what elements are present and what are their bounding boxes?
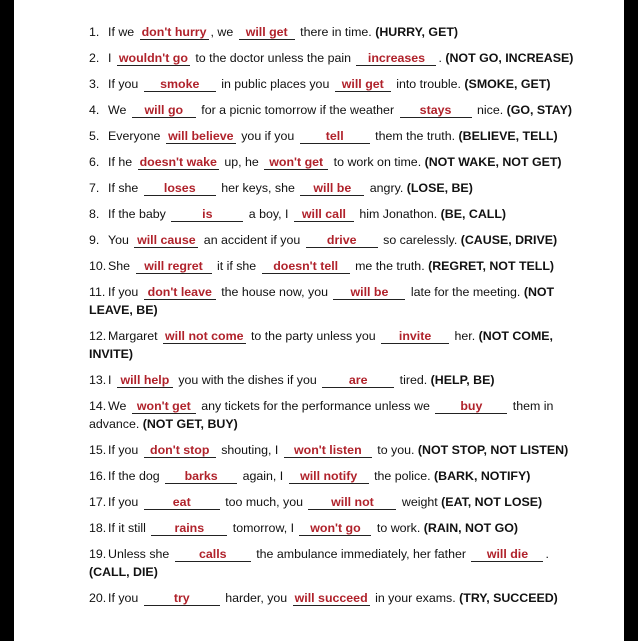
sentence-text: , we	[210, 25, 237, 39]
sentence-text: him Jonathon.	[355, 207, 441, 221]
sentence-text: If you	[108, 591, 142, 605]
sentence-text: them in advance.	[89, 399, 554, 431]
exercise-number: 6.	[89, 155, 100, 169]
verb-hint: (REGRET, NOT TELL)	[428, 259, 555, 273]
sentence-text: If the baby	[108, 207, 170, 221]
verb-hint: (BE, CALL)	[440, 207, 507, 221]
sentence-text: We	[108, 399, 130, 413]
sentence-text: We	[108, 103, 130, 117]
answer-blank[interactable]: won't listen	[284, 444, 372, 458]
verb-hint: (CALL, DIE)	[89, 564, 158, 579]
verb-hint: (HURRY, GET)	[375, 25, 459, 39]
answer-blank[interactable]: doesn't wake	[139, 155, 217, 169]
exercise-item	[89, 494, 584, 512]
sentence-text: the police.	[370, 469, 435, 483]
answer-blank[interactable]: won't get	[132, 400, 196, 414]
sentence-text: up, he	[220, 155, 263, 169]
right-black-border	[624, 0, 638, 641]
sentence-text: Unless she	[108, 547, 173, 561]
exercise-item	[89, 468, 584, 486]
sentence-text: If she	[108, 181, 142, 195]
answer-blank[interactable]: invite	[381, 330, 449, 344]
answer-blank[interactable]: will be	[300, 182, 364, 196]
verb-hint: (BELIEVE, TELL)	[458, 129, 558, 143]
verb-hint: (TRY, SUCCEED)	[459, 591, 558, 605]
sentence-text: harder, you	[221, 591, 291, 605]
answer-blank[interactable]: tell	[300, 130, 370, 144]
sentence-text: to you.	[373, 443, 418, 457]
exercise-item	[89, 128, 584, 146]
exercise-number: 8.	[89, 207, 100, 221]
exercise-number: 14.	[89, 399, 107, 413]
sentence-text: If you	[108, 443, 142, 457]
answer-blank[interactable]: wouldn't go	[118, 51, 188, 65]
verb-hint: (HELP, BE)	[430, 373, 495, 387]
sentence-text: weight	[398, 495, 442, 509]
sentence-text: late for the meeting.	[407, 285, 524, 299]
answer-blank[interactable]: loses	[144, 182, 216, 196]
verb-hint: (NOT GET, BUY)	[142, 416, 238, 431]
verb-hint: (BARK, NOTIFY)	[434, 469, 531, 483]
answer-blank[interactable]: smoke	[144, 78, 216, 92]
exercise-item	[89, 154, 584, 172]
answer-blank[interactable]: will be	[333, 286, 405, 300]
exercise-item	[89, 180, 584, 198]
answer-blank[interactable]: will notify	[289, 470, 369, 484]
left-black-border	[0, 0, 14, 641]
exercise-item	[89, 258, 584, 276]
sentence-text: tired.	[396, 373, 431, 387]
answer-blank[interactable]: increases	[356, 52, 436, 66]
answer-blank[interactable]: will regret	[136, 260, 212, 274]
exercise-number: 11.	[89, 285, 106, 299]
sentence-text: Everyone	[108, 129, 164, 143]
sentence-text: an accident if you	[200, 233, 304, 247]
exercise-item	[89, 442, 584, 460]
exercise-number: 3.	[89, 77, 100, 91]
exercise-number: 15.	[89, 443, 107, 457]
exercise-number: 7.	[89, 181, 100, 195]
exercise-item	[89, 206, 584, 224]
exercise-number: 1.	[89, 25, 100, 39]
sentence-text: .	[545, 547, 549, 561]
exercise-item	[89, 546, 584, 581]
exercise-item	[89, 398, 584, 433]
sentence-text: it if she	[213, 259, 260, 273]
sentence-text: .	[438, 51, 446, 65]
sentence-text: me the truth.	[351, 259, 429, 273]
answer-blank[interactable]: won't go	[299, 522, 371, 536]
exercise-number: 18.	[89, 521, 107, 535]
exercise-number: 9.	[89, 233, 100, 247]
sentence-text: into trouble.	[392, 77, 465, 91]
exercise-number: 20.	[89, 591, 107, 605]
answer-blank[interactable]: will succeed	[294, 591, 368, 605]
exercise-item	[89, 50, 584, 68]
exercise-number: 10.	[89, 259, 107, 273]
answer-blank[interactable]: don't stop	[144, 444, 216, 458]
sentence-text: You	[108, 233, 133, 247]
sentence-text: a boy, I	[245, 207, 292, 221]
exercise-item	[89, 520, 584, 538]
sentence-text: the house now, you	[217, 285, 332, 299]
sentence-text: I	[108, 373, 115, 387]
sentence-text: so carelessly.	[379, 233, 461, 247]
exercise-item	[89, 328, 584, 363]
answer-blank[interactable]: buy	[435, 400, 507, 414]
sentence-text: you if you	[237, 129, 298, 143]
sentence-text: If the dog	[108, 469, 164, 483]
sentence-text: If you	[108, 495, 142, 509]
sentence-text: them the truth.	[371, 129, 459, 143]
sentence-text: to the party unless you	[247, 329, 380, 343]
answer-blank[interactable]: don't hurry	[141, 25, 207, 39]
verb-hint: (EAT, NOT LOSE)	[441, 495, 543, 509]
answer-blank[interactable]: will call	[294, 208, 354, 222]
sentence-text: to work on time.	[330, 155, 425, 169]
sentence-text: nice.	[473, 103, 507, 117]
verb-hint: (NOT WAKE, NOT GET)	[424, 155, 562, 169]
exercise-item	[89, 76, 584, 94]
sentence-text: tomorrow, I	[229, 521, 298, 535]
sentence-text: too much, you	[221, 495, 307, 509]
answer-blank[interactable]: barks	[165, 470, 237, 484]
sentence-text: If we	[108, 25, 138, 39]
verb-hint: (NOT LEAVE, BE)	[89, 285, 555, 317]
exercise-number: 16.	[89, 469, 107, 483]
exercise-item	[89, 372, 584, 390]
sentence-text: you with the dishes if you	[174, 373, 321, 387]
sentence-text: her.	[451, 329, 479, 343]
sentence-text: If it still	[108, 521, 150, 535]
sentence-text: there in time.	[296, 25, 376, 39]
answer-blank[interactable]: will die	[471, 548, 543, 562]
answer-blank[interactable]: will not come	[165, 329, 244, 343]
exercise-number: 5.	[89, 129, 100, 143]
answer-blank[interactable]: will help	[117, 374, 173, 388]
answer-blank[interactable]: are	[322, 374, 394, 388]
sentence-text: If you	[108, 77, 142, 91]
answer-blank[interactable]: drive	[306, 234, 378, 248]
verb-hint: (SMOKE, GET)	[464, 77, 551, 91]
verb-hint: (NOT GO, INCREASE)	[445, 51, 574, 65]
sentence-text: her keys, she	[217, 181, 299, 195]
answer-blank[interactable]: will go	[132, 104, 196, 118]
answer-blank[interactable]: will believe	[166, 130, 236, 144]
exercise-number: 12.	[89, 329, 107, 343]
answer-blank[interactable]: will get	[335, 78, 391, 92]
answer-blank[interactable]: will cause	[134, 234, 198, 248]
verb-hint: (GO, STAY)	[506, 103, 572, 117]
sentence-text: She	[108, 259, 134, 273]
exercise-item	[89, 232, 584, 250]
verb-hint: (RAIN, NOT GO)	[423, 521, 519, 535]
sentence-text: in public places you	[217, 77, 333, 91]
sentence-text: any tickets for the performance unless we	[197, 399, 434, 413]
sentence-text: for a picnic tomorrow if the weather	[197, 103, 398, 117]
exercise-number: 19.	[89, 547, 107, 561]
sentence-text: to work.	[373, 521, 424, 535]
sentence-text: shouting, I	[217, 443, 282, 457]
worksheet-page	[14, 0, 624, 641]
sentence-text: Margaret	[108, 329, 162, 343]
answer-blank[interactable]: is	[171, 208, 243, 222]
answer-blank[interactable]: will not	[308, 496, 396, 510]
answer-blank[interactable]: doesn't tell	[262, 260, 350, 274]
answer-blank[interactable]: rains	[151, 522, 227, 536]
exercise-item	[89, 102, 584, 120]
exercise-item	[89, 590, 584, 608]
answer-blank[interactable]: calls	[175, 548, 251, 562]
sentence-text: to the doctor unless the pain	[191, 51, 355, 65]
sentence-text: I	[108, 51, 115, 65]
verb-hint: (LOSE, BE)	[406, 181, 473, 195]
exercise-item	[89, 284, 584, 319]
answer-blank[interactable]: will get	[239, 26, 295, 40]
answer-blank[interactable]: don't leave	[144, 286, 216, 300]
exercise-number: 17.	[89, 495, 107, 509]
exercise-item	[89, 24, 584, 42]
sentence-text: angry.	[366, 181, 407, 195]
answer-blank[interactable]: won't get	[264, 156, 328, 170]
exercise-number: 13.	[89, 373, 107, 387]
sentence-text: If he	[108, 155, 136, 169]
answer-blank[interactable]: stays	[400, 104, 472, 118]
sentence-text: in your exams.	[371, 591, 460, 605]
exercise-number: 4.	[89, 103, 100, 117]
verb-hint: (CAUSE, DRIVE)	[460, 233, 558, 247]
answer-blank[interactable]: try	[144, 592, 220, 606]
verb-hint: (NOT COME, INVITE)	[89, 329, 553, 361]
answer-blank[interactable]: eat	[144, 496, 220, 510]
exercise-number: 2.	[89, 51, 100, 65]
sentence-text: the ambulance immediately, her father	[252, 547, 470, 561]
sentence-text: again, I	[239, 469, 287, 483]
verb-hint: (NOT STOP, NOT LISTEN)	[417, 443, 569, 457]
sentence-text: If you	[108, 285, 142, 299]
